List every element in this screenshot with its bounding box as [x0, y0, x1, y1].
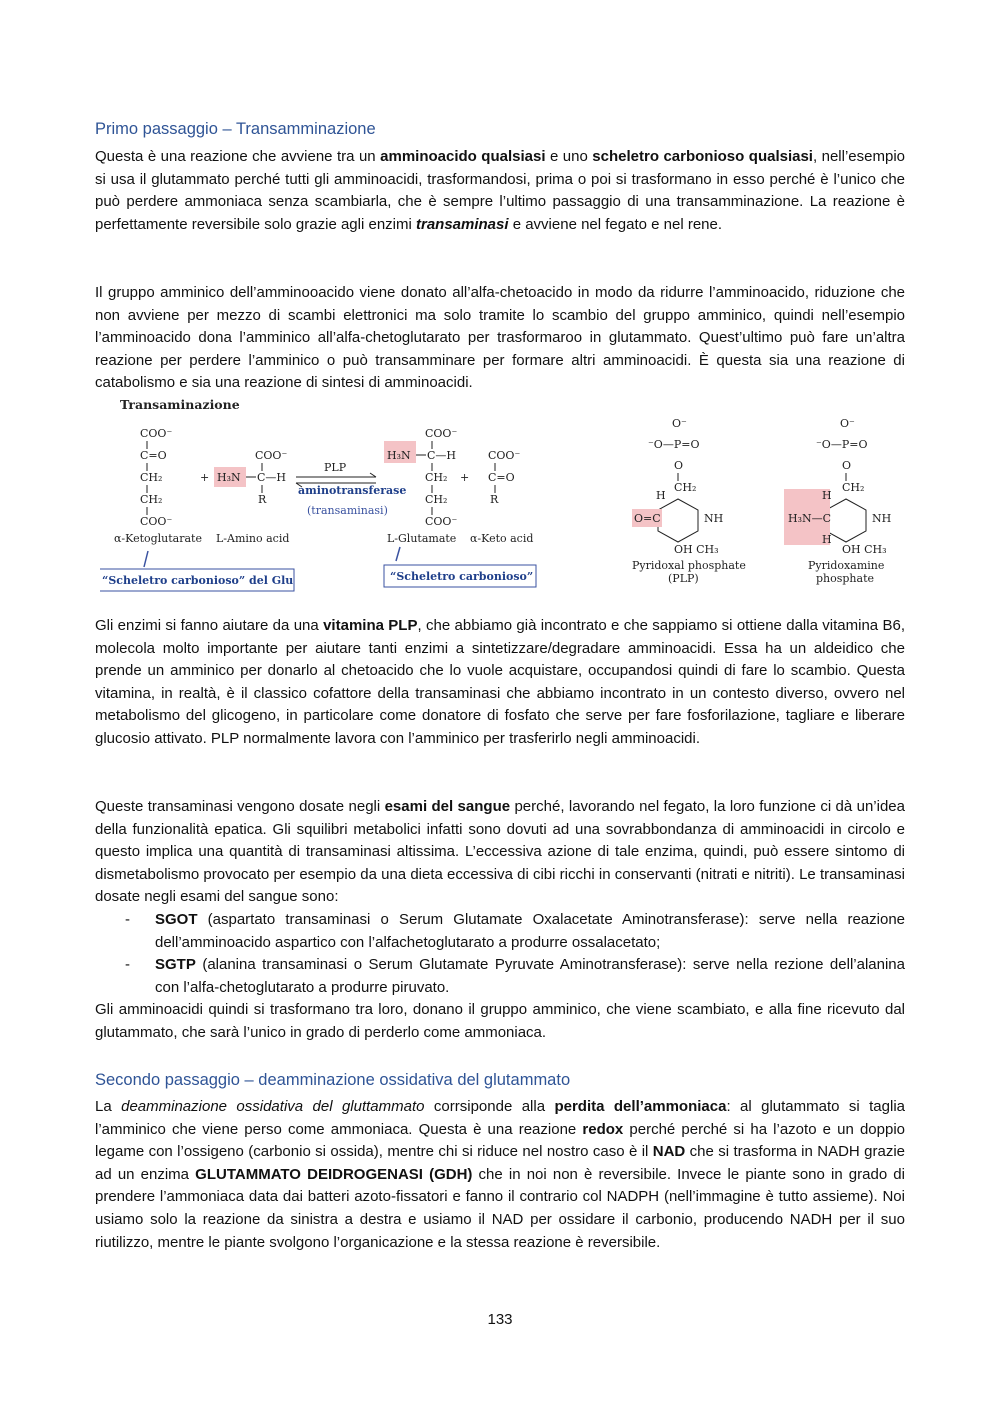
chem-label: O — [842, 459, 852, 472]
text-run: corrsiponde alla — [424, 1098, 555, 1115]
chem-label: COO⁻ — [255, 449, 288, 462]
section-heading-deamination: Secondo passaggio – deamminazione ossidativa del glutammato — [95, 1071, 571, 1089]
annotation-pointer — [144, 551, 148, 567]
text-run: Questa è una reazione che avviene tra un — [95, 148, 381, 165]
enzyme-label-it: (transaminasi) — [307, 504, 388, 517]
transamination-figure — [100, 395, 910, 595]
text-run: : al glutammato si taglia l’amminico che viene perso come ammoniaca. Questa è una reazione — [95, 1098, 905, 1138]
bold-term: SGOT — [155, 911, 198, 928]
text-run: (aspartato transaminasi o Serum Glutamate Oxalacetate Aminotransferase): serve nella reazione dell’amminoacido aspartico con l’alfachetoglutarato a produrre ossalacetato; — [155, 911, 905, 951]
chem-label: H₃N — [387, 449, 411, 462]
text-run: e uno — [545, 148, 593, 165]
figure-title: Transaminazione — [120, 397, 240, 412]
list-item-sgtp — [95, 954, 905, 999]
chem-label: CH₂ — [425, 471, 448, 484]
paragraph-amino-group: Il gruppo amminico dell’amminooacido viene donato all’alfa-chetoacido in modo da ridurre l’amminoacido, riduzione che non avviene per mezzo di scambi elettronici ma solo tramite lo scambio del gruppo amminico, quindi nell’esempio l’amminoacido dona l’amminico all’alfa-chetoglutarato per trasformaroo in glutammato. Quest’ultimo può fare un’altra reazione per perdere l’amminico o può transamminare per formare altri amminoacidi. È questa sia una reazione di catabolismo e sia una reazione di sintesi di amminoacidi. — [95, 284, 905, 392]
paragraph-plp-vitamin — [95, 615, 905, 751]
chem-label: COO⁻ — [488, 449, 521, 462]
compound-label: L-Glutamate — [387, 532, 457, 545]
text-run: e avviene nel fegato e nel rene. — [508, 215, 723, 233]
chem-label: O=C — [634, 512, 661, 525]
chem-label: H — [822, 533, 832, 546]
compound-label: (PLP) — [668, 572, 699, 585]
keto-acid-structure — [470, 449, 533, 545]
section-heading-transamination: Primo passaggio – Transamminazione — [95, 120, 376, 138]
chem-label: C—H — [427, 449, 457, 462]
text-run: , che abbiamo già incontrato e che sappiamo si ottiene dalla vitamina B6, molecola molto importante per aiutare tanti enzimi a sintetizzare/degradare amminoacidi. Essa ha un aldeidico che prende un amminico per donarlo al chetoacido che lo vuole acquistare, occupandosi quindi di fare lo scambio. Questa vitamina, in realtà, è il classico cofattore della transaminasi che abbiamo incontrato in un contesto diverso, ovvero nel metabolismo del glicogeno, in particolare come donatore di fosfato che serve per fare fosforilazione, tagliare e liberare glucosio attivato. PLP normalmente lavora con l’amminico per trasferirlo negli amminoacidi. — [95, 617, 905, 747]
compound-label: α-Keto acid — [470, 532, 534, 545]
list-dash: - — [125, 911, 130, 928]
transaminase-list — [95, 909, 905, 999]
paragraph-transamination-intro — [95, 146, 905, 236]
text-run: Queste transaminasi vengono dosate negli — [95, 798, 385, 815]
chem-label: NH — [872, 512, 892, 525]
text-run: Gli enzimi si fanno aiutare da una — [95, 617, 324, 634]
chem-label: ⁻O—P=O — [648, 438, 700, 451]
amino-acid-structure — [214, 449, 289, 545]
pyridine-ring — [826, 499, 866, 542]
text-run: (alanina transaminasi o Serum Glutamate Pyruvate Aminotransferase): serve nella rezione dell’alanina con l’alfa-chetoglutarato a produrre piruvato. — [155, 956, 905, 996]
text-run: che si trasforma in NADH grazie ad un enzima — [95, 1143, 905, 1183]
chem-label: COO⁻ — [140, 427, 173, 440]
compound-label: L-Amino acid — [216, 532, 290, 545]
bold-italic-term: transaminasi — [415, 215, 509, 233]
chem-label: O⁻ — [840, 417, 855, 430]
alpha-ketoglutarate-structure — [114, 427, 202, 545]
plus-sign: + — [200, 471, 210, 484]
chem-label: C=O — [140, 449, 167, 462]
annotation-text: “Scheletro carbonioso” — [390, 570, 534, 583]
chem-label: COO⁻ — [425, 515, 458, 528]
compound-label: phosphate — [816, 572, 875, 585]
text-run: perché perché si ha l’azoto e un doppio legame con l’ossigeno (carbonio si ossida), mentre chi si riduce nel nostro caso è il — [95, 1120, 906, 1161]
cofactor-label: PLP — [324, 461, 347, 474]
plp-structure — [632, 417, 746, 585]
pmp-structure — [784, 417, 891, 585]
annotation-text: “Scheletro carbonioso” del Glu — [102, 574, 294, 587]
bold-term: amminoacido qualsiasi — [380, 148, 546, 165]
bold-term: redox — [582, 1120, 624, 1138]
compound-label: α-Ketoglutarate — [114, 532, 202, 545]
chem-label: R — [258, 493, 267, 506]
pyridine-ring — [658, 499, 698, 542]
transamination-diagram — [100, 395, 910, 595]
bold-term: esami del sangue — [384, 798, 511, 815]
annotation-pointer — [396, 547, 400, 561]
text-run: , nell’esempio si usa il glutammato perché tutti gli amminoacidi, trasformandosi, prima o poi si trasformano in esso perché è l’unico che può perdere ammoniaca senza scambiarla, che è sempre l’ultimo passaggio di una transamminazione. La reazione è perfettamente reversibile solo grazie agli enzimi — [95, 148, 906, 233]
chem-label: R — [490, 493, 499, 506]
text-run: che in noi non è reversibile. Invece le piante sono in grado di prendere l’ammoniaca data dai batteri azoto-fissatori e fanno il contrario col NADPH (nell’immagine è tutto assieme). Noi usiamo solo la reazione da sinistra a destra e usiamo il NAD per ossidare il carbonio, producendo NADH per il suo riutilizzo, mentre le piante svolgono l’organicazione e la stessa reazione è reversibile. — [95, 1165, 905, 1251]
bold-term: perdita dell’ammoniaca — [554, 1098, 727, 1115]
chem-label: OH CH₃ — [674, 543, 719, 556]
chem-label: H — [822, 489, 832, 502]
chem-label: CH₂ — [140, 493, 163, 506]
chem-label: O — [674, 459, 684, 472]
chem-label: H₃N — [217, 471, 241, 484]
chem-label: CH₂ — [842, 481, 865, 494]
chem-label: CH₂ — [425, 493, 448, 506]
chem-label: NH — [704, 512, 724, 525]
chem-label: O⁻ — [672, 417, 687, 430]
paragraph-conclusion: Gli amminoacidi quindi si trasformano tra loro, donano il gruppo amminico, che viene scambiato, e alla fine ricevuto dal glutammato, che sarà l’unico in grado di perderlo come ammoniaca. — [95, 1001, 905, 1041]
chem-label: C—H — [257, 471, 287, 484]
chem-label: OH CH₃ — [842, 543, 887, 556]
arrow-head — [370, 473, 376, 477]
bold-term: SGTP — [155, 956, 196, 974]
chem-label: COO⁻ — [140, 515, 173, 528]
bold-term: NAD — [652, 1143, 686, 1161]
plus-sign: + — [460, 471, 470, 484]
enzyme-label: aminotransferase — [298, 484, 407, 497]
text-run: perché, lavorando nel fegato, la loro funzione ci dà un’idea della funzionalità epatica. Gli squilibri metabolici infatti sono dovuti ad una sovrabbondanza di amminoacidi in circolo e questo implica una quantità di transaminasi altissima. L’eccessiva azione di tale enzima, quindi, può essere sintomo di dismetabolismo provocato per esempio da una dieta eccessiva di cibi ricchi in conservanti (nitrati e nitriti). Le transaminasi dosate negli esami del sangue sono: — [95, 798, 905, 906]
bold-term: GLUTAMMATO DEIDROGENASI (GDH) — [195, 1165, 473, 1183]
paragraph-deamination — [95, 1096, 905, 1254]
text-run: La — [95, 1098, 122, 1115]
chem-label: CH₂ — [674, 481, 697, 494]
chem-label: ⁻O—P=O — [816, 438, 868, 451]
list-item-sgot — [95, 909, 905, 954]
compound-label: Pyridoxal phosphate — [632, 559, 746, 572]
paragraph-blood-tests — [95, 796, 905, 909]
chem-label: H — [656, 489, 666, 502]
list-dash: - — [125, 956, 130, 974]
compound-label: Pyridoxamine — [808, 559, 885, 572]
italic-term: deamminazione ossidativa del gluttammato — [121, 1098, 425, 1115]
bold-term: vitamina PLP — [323, 617, 418, 634]
chem-label: C=O — [488, 471, 515, 484]
reaction-arrows — [296, 461, 406, 517]
chem-label: CH₂ — [140, 471, 163, 484]
bold-term: scheletro carbonioso qualsiasi — [592, 148, 813, 165]
page-number: 133 — [487, 1311, 513, 1328]
chem-label: COO⁻ — [425, 427, 458, 440]
chem-label: H₃N—C — [788, 512, 832, 525]
